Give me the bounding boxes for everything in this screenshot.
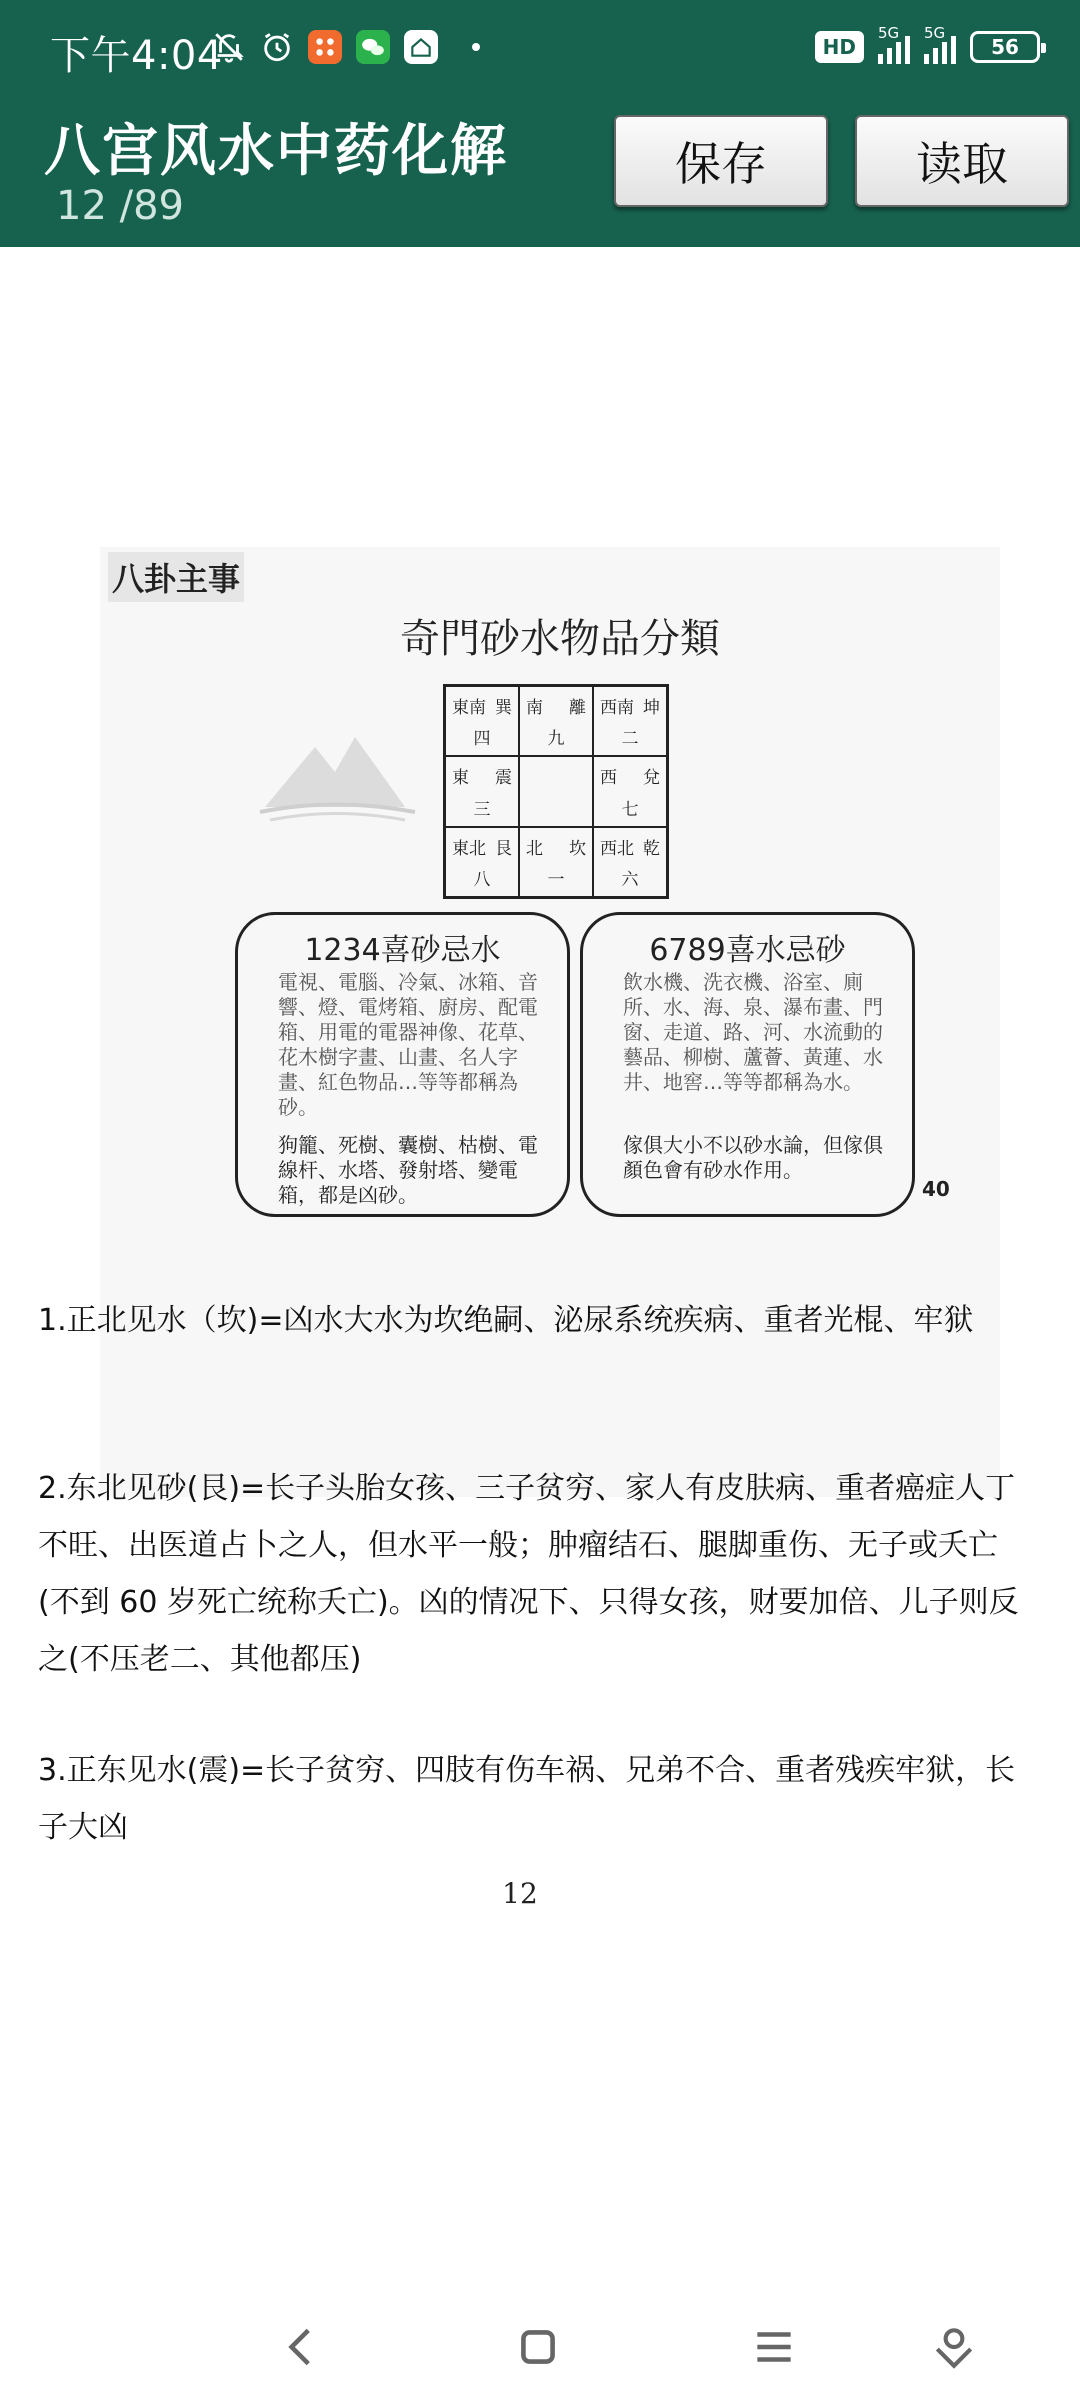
grid-cell-center	[519, 756, 593, 826]
paragraph: 2.东北见砂(艮)=长子头胎女孩、三子贫穷、家人有皮肤病、重者癌症人丁不旺、出医道占卜之人，但水平一般；肿瘤结石、腿脚重伤、无子或夭亡(不到 60 岁死亡统称夭亡)。凶的情况下、只得女孩，财要加倍、儿子则反之(不压老二、其他都压)	[38, 1471, 1019, 1677]
box-text: 傢俱大小不以砂水論，但傢俱顏色會有砂水作用。	[623, 1133, 883, 1182]
box-title: 6789喜水忌砂	[649, 933, 846, 968]
scan-title: 奇門砂水物品分類	[400, 616, 720, 662]
app-title: 八宫风水中药化解	[44, 119, 508, 184]
grid-cell: 西北 乾 六	[593, 827, 667, 897]
hd-badge: HD	[815, 31, 864, 63]
grid-cell: 西南 坤 二	[593, 686, 667, 756]
menu-icon[interactable]	[744, 2317, 804, 2377]
sand-water-box-left	[235, 912, 570, 1217]
home-icon[interactable]	[508, 2317, 568, 2377]
battery-icon: 56	[970, 31, 1040, 63]
save-button[interactable]: 保存	[614, 115, 828, 207]
grid-cell: 北 坎 一	[519, 827, 593, 897]
bagua-grid	[443, 684, 669, 899]
status-icons-left	[212, 30, 480, 64]
read-button[interactable]: 读取	[855, 115, 1069, 207]
box-title: 1234喜砂忌水	[304, 933, 501, 968]
grid-cell: 南 離 九	[519, 686, 593, 756]
scanned-image	[100, 547, 1000, 1497]
box-text: 飲水機、洗衣機、浴室、廁所、水、海、泉、瀑布畫、門窗、走道、路、河、水流動的藝品、柳樹、蘆薈、黃蓮、水井、地窖…等等都稱為水。	[623, 970, 883, 1094]
signal-icon	[924, 24, 956, 64]
scan-heading: 八卦主事	[108, 552, 244, 602]
app-icon	[404, 30, 438, 64]
alarm-icon	[260, 30, 294, 64]
app-bar	[0, 95, 1080, 247]
status-bar	[0, 0, 1080, 95]
assistant-icon[interactable]	[924, 2317, 984, 2377]
notification-dot	[472, 43, 480, 51]
bell-off-icon	[212, 30, 246, 64]
app-icon	[308, 30, 342, 64]
paragraph: 3.正东见水(震)=长子贫穷、四肢有伤车祸、兄弟不合、重者残疾牢狱，长子大凶	[38, 1753, 1016, 1845]
page-content[interactable]	[0, 247, 1080, 2297]
grid-cell: 東南 巽 四	[445, 686, 519, 756]
grid-cell: 東北 艮 八	[445, 827, 519, 897]
network-label: 5G	[924, 24, 946, 42]
scan-page-ref: 40	[922, 1177, 950, 1201]
box-text: 電視、電腦、冷氣、冰箱、音響、燈、電烤箱、廚房、配電箱、用電的電器神像、花草、花木樹字畫、山畫、名人字畫、紅色物品…等等都稱為砂。	[278, 970, 538, 1119]
page-counter: 12 /89	[56, 183, 184, 229]
sand-water-box-right	[580, 912, 915, 1217]
navigation-bar	[0, 2297, 1080, 2400]
box-text: 狗籠、死樹、囊樹、枯樹、電線杆、水塔、發射塔、變電箱，都是凶砂。	[278, 1133, 538, 1207]
signal-icon	[878, 24, 910, 64]
grid-cell: 西 兌 七	[593, 756, 667, 826]
mountain-watermark	[255, 717, 420, 827]
back-icon[interactable]	[272, 2317, 332, 2377]
paragraph: 1.正北见水（坎)=凶水大水为坎绝嗣、泌尿系统疾病、重者光棍、牢狱	[38, 1303, 974, 1338]
grid-cell: 東 震 三	[445, 756, 519, 826]
status-time: 下午4:04	[50, 33, 223, 79]
status-icons-right	[815, 24, 1040, 64]
wechat-icon	[356, 30, 390, 64]
network-label: 5G	[878, 24, 900, 42]
page-number: 12	[502, 1877, 538, 1910]
